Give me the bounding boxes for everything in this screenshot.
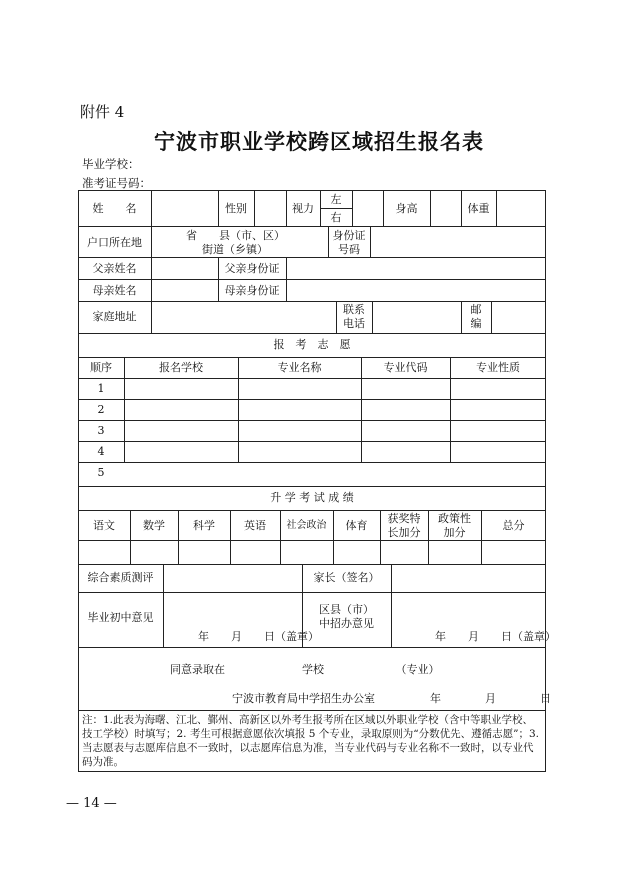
contact-phone-label-line1: 联系	[343, 303, 365, 316]
postcode-label-line2: 编	[470, 317, 482, 330]
address-label: 家庭地址	[92, 310, 137, 323]
table-line	[286, 257, 287, 301]
table-line	[280, 510, 281, 564]
table-line	[78, 378, 546, 379]
score-col-math: 数学	[143, 519, 165, 532]
score-col-award-line2: 长加分	[387, 526, 421, 539]
score-col-science: 科学	[193, 519, 215, 532]
hukou-label: 户口所在地	[87, 236, 142, 249]
admission-statement: 同意录取在 学校 （专业）	[170, 663, 440, 676]
table-line	[78, 564, 546, 565]
choice-row-number: 5	[97, 466, 105, 479]
table-line	[78, 647, 546, 648]
choices-col-major-name: 专业名称	[277, 361, 322, 374]
table-line	[78, 486, 546, 487]
choices-col-major-code: 专业代码	[383, 361, 428, 374]
name-label: 姓 名	[92, 202, 137, 215]
score-col-society-politics: 社会政治	[286, 520, 327, 531]
table-line	[151, 301, 152, 333]
table-line	[78, 441, 546, 442]
table-line	[352, 190, 353, 226]
choices-col-school: 报名学校	[159, 361, 203, 374]
table-line	[391, 564, 392, 647]
table-line	[78, 540, 546, 541]
table-frame	[78, 190, 546, 772]
choice-row-number: 1	[97, 382, 105, 395]
score-col-chinese: 语文	[93, 519, 115, 532]
scores-heading: 升 学 考 试 成 绩	[270, 491, 354, 504]
middle-school-date-seal: 年 月 日（盖章）	[198, 630, 319, 643]
table-line	[372, 301, 373, 333]
table-line	[430, 190, 431, 226]
table-line	[78, 333, 546, 334]
vision-right-label: 右	[330, 211, 342, 224]
table-line	[151, 190, 152, 226]
choices-heading: 报 考 志 愿	[273, 338, 351, 351]
choice-row-number: 2	[97, 403, 105, 416]
table-line	[78, 592, 546, 593]
score-col-total: 总分	[502, 519, 525, 532]
father-name-label: 父亲姓名	[92, 262, 137, 275]
form-note: 注：1.此表为海曙、江北、鄞州、高新区以外考生报考所在区域以外职业学校（含中等职业学校、技工学校）时填写；2. 考生可根据意愿依次填报 5 个专业，录取原则为“分数优先、遵循志愿”；3. 当志愿表与志愿库信息不一致时，以志愿库信息为准，当专业代码与专业名称不一致时，以专业代码为准。	[82, 714, 539, 768]
table-line	[163, 564, 164, 647]
choice-row-number: 4	[97, 445, 105, 458]
table-line	[78, 226, 546, 227]
graduation-school-label: 毕业学校：	[82, 157, 140, 171]
contact-phone-label-line2: 电话	[343, 317, 365, 330]
table-line	[320, 208, 352, 209]
score-col-policy-line2: 加分	[443, 526, 466, 539]
score-col-pe: 体育	[345, 519, 368, 532]
table-line	[151, 226, 152, 257]
table-line	[78, 279, 546, 280]
gender-label: 性别	[225, 202, 247, 215]
table-line	[78, 301, 546, 302]
table-line	[370, 226, 371, 257]
table-line	[78, 462, 546, 463]
middle-school-opinion-label: 毕业初中意见	[87, 611, 154, 624]
table-line	[78, 510, 546, 511]
choices-col-major-type: 专业性质	[476, 361, 520, 374]
weight-label: 体重	[467, 202, 490, 215]
score-col-english: 英语	[244, 519, 266, 532]
table-line	[254, 190, 255, 226]
form-title: 宁波市职业学校跨区域招生报名表	[154, 129, 484, 154]
vision-left-label: 左	[330, 193, 342, 206]
table-line	[491, 301, 492, 333]
table-line	[496, 190, 497, 226]
mother-id-label: 母亲身份证	[224, 284, 280, 297]
admission-office-date: 宁波市教育局中学招生办公室 年 月 日	[232, 692, 551, 705]
hukou-street: 街道（乡镇）	[202, 243, 268, 256]
attachment-label: 附件 4	[80, 103, 125, 121]
table-line	[78, 357, 546, 358]
table-line	[78, 399, 546, 400]
choices-col-order: 顺序	[90, 361, 112, 374]
score-col-award-line1: 获奖特	[387, 512, 421, 525]
registration-form-table	[78, 190, 556, 772]
table-line	[78, 710, 546, 711]
father-id-label: 父亲身份证	[224, 262, 280, 275]
table-line	[151, 257, 152, 301]
hukou-province-county: 省 县（市、区）	[186, 229, 285, 242]
score-col-policy-line1: 政策性	[438, 512, 471, 525]
exam-number-label: 准考证号码：	[82, 176, 151, 190]
choice-row-number: 3	[97, 424, 105, 437]
height-label: 身高	[395, 202, 418, 215]
postcode-label-line1: 邮	[470, 303, 482, 316]
parent-signature-label: 家长（签名）	[313, 571, 380, 584]
page-number: — 14 —	[66, 796, 117, 811]
vision-label: 视力	[292, 202, 314, 215]
mother-name-label: 母亲姓名	[92, 284, 137, 297]
district-office-label-line1: 区县（市）	[319, 603, 374, 616]
quality-assessment-label: 综合素质测评	[87, 571, 154, 584]
district-office-date-seal: 年 月 日（盖章）	[435, 630, 556, 643]
id-number-label-line1: 身份证	[332, 229, 366, 242]
id-number-label-line2: 号码	[338, 243, 360, 256]
table-line	[78, 257, 546, 258]
district-office-label-line2: 中招办意见	[319, 617, 374, 630]
table-line	[78, 420, 546, 421]
